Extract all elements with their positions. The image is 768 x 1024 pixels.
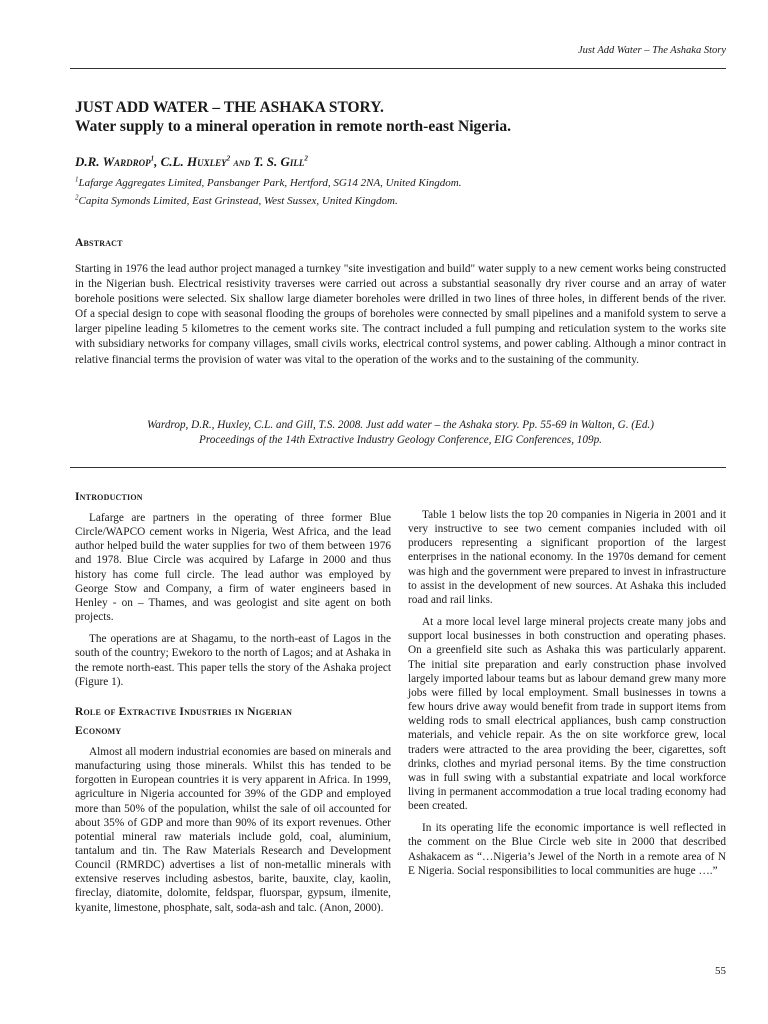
running-head: Just Add Water – The Ashaka Story bbox=[578, 45, 726, 56]
paper-title: JUST ADD WATER – THE ASHAKA STORY. bbox=[75, 99, 384, 116]
author-name: T. S. Gill bbox=[253, 154, 305, 169]
affiliation-text: Capita Symonds Limited, East Grinstead, West Sussex, United Kingdom. bbox=[78, 195, 398, 207]
abstract-heading: Abstract bbox=[75, 237, 123, 249]
page-number: 55 bbox=[715, 965, 726, 977]
affiliation-1 bbox=[75, 177, 461, 189]
citation bbox=[75, 418, 726, 448]
introduction-heading: Introduction bbox=[75, 491, 143, 503]
role-heading-line: Role of Extractive Industries in Nigerian bbox=[75, 705, 293, 718]
author-list: D.R. Wardrop$^1$, C.L. Huxley$^2$ and T. S. Gill$^2$ bbox=[75, 154, 308, 169]
affiliation-marker: 2 bbox=[304, 154, 308, 163]
affiliation-marker: 1 bbox=[75, 175, 79, 184]
title-block bbox=[75, 98, 726, 136]
affiliation-marker: 1 bbox=[150, 154, 155, 163]
abstract-text: Starting in 1976 the lead author project managed a turnkey "site investigation and build" water supply to a new cement works being constructed in the Nigerian bush. Electrical resistivity traverses were carried out across a substantial seasonally dry river course and an array of water borehole positions were selected. Six shallow large diameter boreholes were drilled in two lines of three holes, in different bends of the river. Of a special design to cope with seasonal flooding the groups of boreholes were connected by small pipelines and a manifold system to serve a larger pipeline leading 5 kilometres to the cement works site. The contract included a full pumping and reticulation system to the works site with subsidiary networks for company villages, small civils works, electrical control systems, and power cabling. Although a minor contract in relative financial terms the provision of water was vital to the operation of the works and to the sustaining of the community. bbox=[75, 263, 726, 366]
paragraph: The operations are at Shagamu, to the north-east of Lagos in the south of the country; Ewekoro to the north of Lagos; and at Ashaka in the remote north-east. This paper tells the story of the Ashaka project (Figure 1). bbox=[75, 633, 391, 688]
paragraph: Lafarge are partners in the operating of three former Blue Circle/WAPCO cement works in Nigeria, West Africa, and the lead author helped build the water supplies for two of them between 1976 and 1978. Blue Circle was acquired by Lafarge in 2000 and thus history has come full circle. The lead author was employed by George Stow and Company, a firm of water engineers based in Henley - on – Thames, and was geologist and site agent on both projects. bbox=[75, 512, 391, 624]
citation-line: Proceedings of the 14th Extractive Industry Geology Conference, EIG Conferences, 109p. bbox=[199, 434, 602, 446]
author-name: C.L. Huxley bbox=[160, 154, 227, 169]
left-column bbox=[75, 488, 391, 923]
header-rule bbox=[70, 68, 726, 69]
role-heading-line: Economy bbox=[75, 724, 122, 737]
affiliation-2 bbox=[75, 195, 398, 207]
section-rule bbox=[70, 467, 726, 468]
citation-line: Wardrop, D.R., Huxley, C.L. and Gill, T.S. 2008. Just add water – the Ashaka story. Pp. 55-69 in Walton, G. (Ed.) bbox=[147, 419, 654, 431]
role-heading bbox=[75, 703, 391, 741]
paragraph: At a more local level large mineral projects create many jobs and support local businesses in both construction and operating phases. On a greenfield site such as Ashaka this was particularly apparent. The initial site preparation and early construction phase involved largely imported labour teams but as labour demand grew many more jobs were filled by local employment. Small businesses in towns a few hours drive away would benefit from trade in support items from welding rods to small electrical appliances, bush camp construction materials, and vehicle repair. As the on site workforce grew, local traders were attracted to the area providing the beer, cigarettes, soft drinks, clothes and myriad personal items. By the time construction was in full swing with a substantial expatriate and local workforce living in permanent accommodation a true local trading economy had been created. bbox=[408, 616, 726, 813]
affiliation-text: Lafarge Aggregates Limited, Pansbanger Park, Hertford, SG14 2NA, United Kingdom. bbox=[78, 177, 462, 189]
author-conjunction: and bbox=[233, 155, 251, 169]
right-column bbox=[408, 508, 726, 886]
paragraph: Almost all modern industrial economies are based on minerals and manufacturing using those minerals. Whilst this has tended to be forgotten in European countries it is very apparent in Africa. In 1999, agriculture in Nigeria accounted for 39% of the GDP and employed more than 50% of the population, whilst the sale of oil accounted for about 35% of GDP and more than 90% of its export revenues. Other potential mineral raw materials include gold, coal, aluminium, tantalum and tin. The Raw Materials Research and Development Council (RMRDC) advertises a list of non-metallic minerals with extensive reserves including asbestos, barite, bauxite, clay, kaolin, fireclay, diatomite, dolomite, feldspar, fluorspar, gypsum, ilmenite, kyanite, limestone, phosphate, salt, soda-ash and talc. (Anon, 2000). bbox=[75, 745, 391, 914]
affiliation-marker: 2 bbox=[226, 154, 231, 163]
paragraph: In its operating life the economic importance is well reflected in the comment on the Blue Circle web site in 2000 that described Ashakacem as “…Nigeria’s Jewel of the North in a remote area of N E Nigeria. Social responsibilities to local communities are huge ….” bbox=[408, 822, 726, 877]
author-name: D.R. Wardrop bbox=[75, 154, 151, 169]
paragraph: Table 1 below lists the top 20 companies in Nigeria in 2001 and it very instructive to see two cement companies included with oil producers representing a significant proportion of the largest enterprises in the national economy. In the 1970s demand for cement was high and the government were prepared to invest in infrastructure to assist in the development of new sources. At Ashaka this included road and rail links. bbox=[408, 509, 726, 606]
paper-subtitle: Water supply to a mineral operation in remote north-east Nigeria. bbox=[75, 118, 511, 135]
affiliation-marker: 2 bbox=[75, 193, 79, 202]
